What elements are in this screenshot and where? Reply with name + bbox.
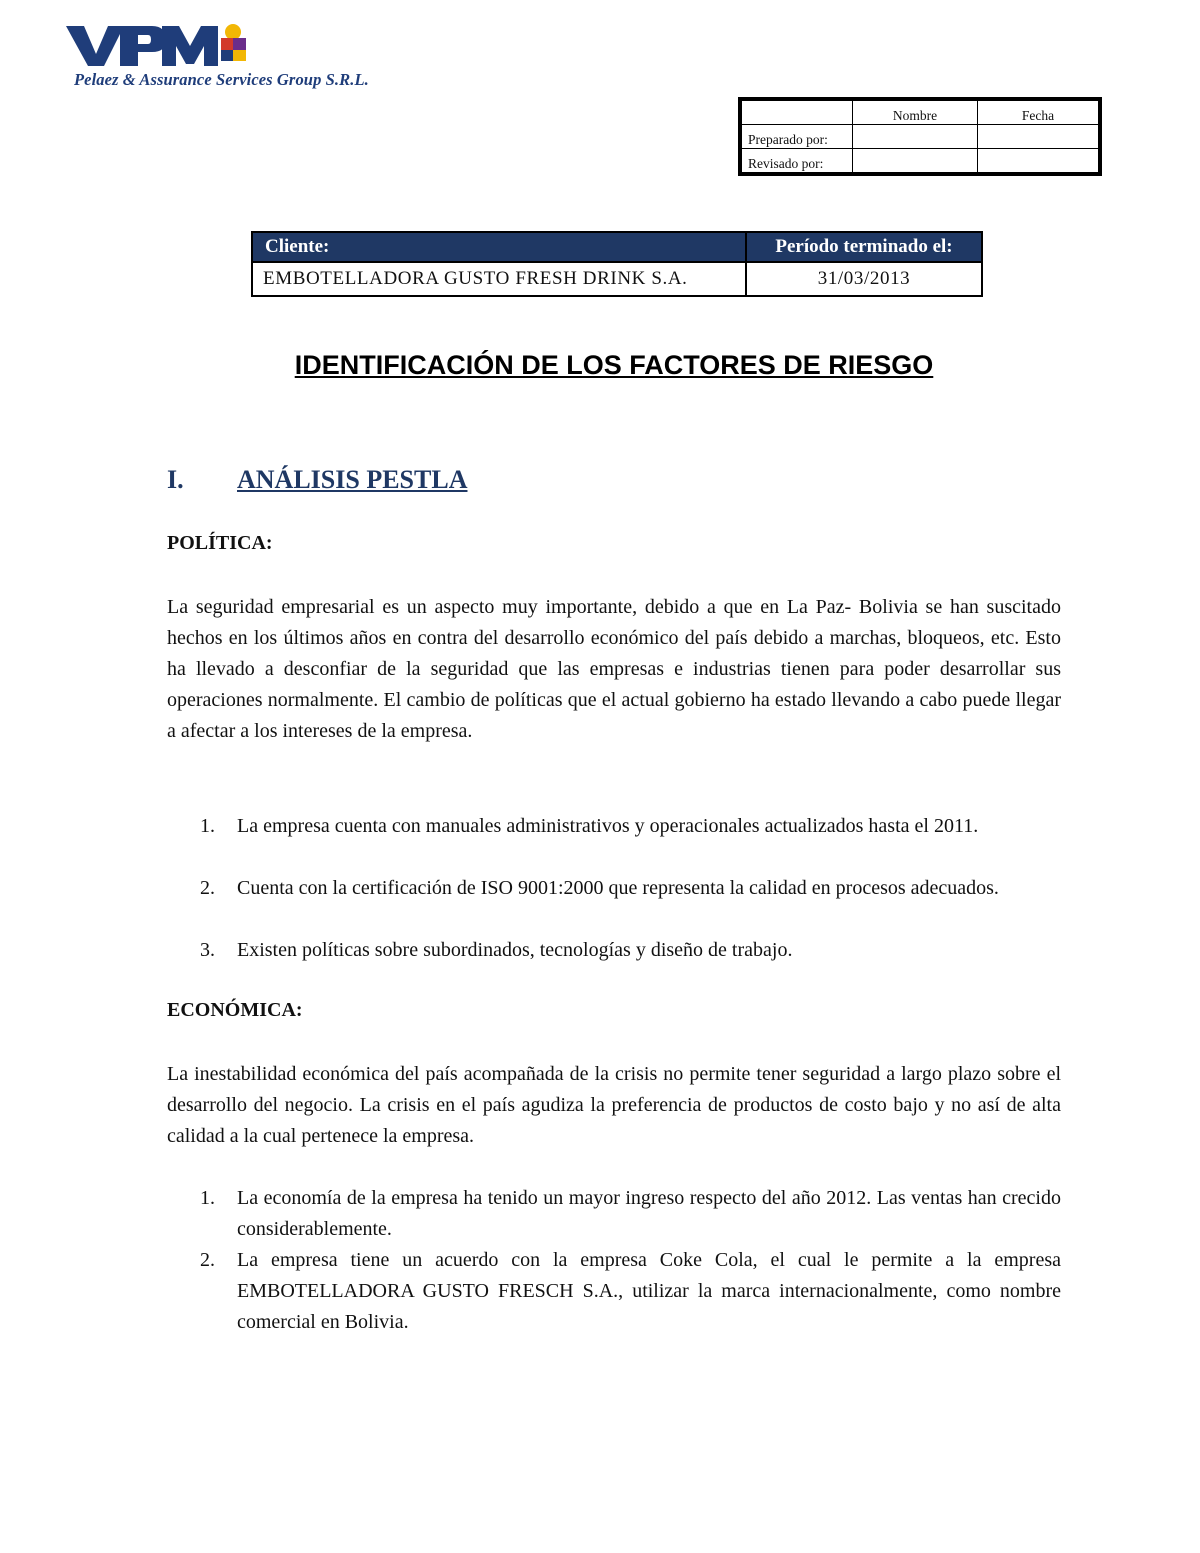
reviewed-by-date-cell	[978, 149, 1101, 175]
document-title: IDENTIFICACIÓN DE LOS FACTORES DE RIESGO	[294, 350, 934, 380]
politica-heading: POLÍTICA:	[167, 532, 273, 554]
list-item-text: La empresa tiene un acuerdo con la empresa Coke Cola, el cual le permite a la empresa EMBOTELLADORA GUSTO FRESCH S.A., utilizar la marca internacionalmente, como nombre comercial en Bolivia.	[237, 1249, 1061, 1333]
approval-head-date: Fecha	[978, 99, 1101, 125]
client-table	[251, 231, 983, 297]
period-label: Período terminado el:	[746, 232, 982, 262]
approval-header-row	[740, 99, 1100, 125]
list-item-text: Cuenta con la certificación de ISO 9001:2000 que representa la calidad en procesos adecuados.	[237, 877, 999, 899]
economica-list-item	[200, 1183, 1061, 1245]
politica-list-item	[200, 935, 1061, 966]
logo-subtitle: Pelaez & Assurance Services Group S.R.L.	[74, 70, 369, 89]
prepared-by-label: Preparado por:	[740, 125, 853, 149]
politica-list-item	[200, 873, 1061, 904]
economica-heading: ECONÓMICA:	[167, 999, 303, 1021]
list-item-number: 1.	[200, 1187, 215, 1209]
logo-mark	[66, 20, 256, 72]
list-item-number: 3.	[200, 939, 215, 961]
list-item-number: 1.	[200, 815, 215, 837]
approval-prepared-row	[740, 125, 1100, 149]
company-logo	[66, 20, 369, 96]
approval-reviewed-row	[740, 149, 1100, 175]
economica-list-item	[200, 1245, 1061, 1338]
list-item-text: La economía de la empresa ha tenido un mayor ingreso respecto del año 2012. Las ventas han crecido considerablemente.	[237, 1187, 1061, 1240]
list-item-number: 2.	[200, 877, 215, 899]
client-label: Cliente:	[252, 232, 746, 262]
politica-list-item	[200, 811, 1061, 842]
list-item-number: 2.	[200, 1249, 215, 1271]
approval-table	[738, 97, 1102, 176]
politica-paragraph: La seguridad empresarial es un aspecto muy importante, debido a que en La Paz- Bolivia se han suscitado hechos en los últimos años en contra del desarrollo económico del país debido a marchas, bloqueos, etc. Esto ha llevado a desconfiar de la seguridad que las empresas e industrias tienen para poder desarrollar sus operaciones normalmente. El cambio de políticas que el actual gobierno ha estado llevando a cabo puede llegar a afectar a los intereses de la empresa.	[167, 596, 1061, 742]
economica-paragraph: La inestabilidad económica del país acompañada de la crisis no permite tener seguridad a largo plazo sobre el desarrollo del negocio. La crisis en el país agudiza la preferencia de productos de costo bajo y no así de alta calidad a la cual pertenece la empresa.	[167, 1063, 1061, 1147]
client-header-row	[252, 232, 982, 262]
client-name: EMBOTELLADORA GUSTO FRESH DRINK S.A.	[252, 262, 746, 296]
prepared-by-date-cell	[978, 125, 1101, 149]
section-title: ANÁLISIS PESTLA	[237, 465, 468, 494]
prepared-by-name-cell	[853, 125, 978, 149]
list-item-text: Existen políticas sobre subordinados, tecnologías y diseño de trabajo.	[237, 939, 793, 961]
client-value-row	[252, 262, 982, 296]
reviewed-by-name-cell	[853, 149, 978, 175]
approval-corner-cell	[740, 99, 853, 125]
approval-head-name: Nombre	[853, 99, 978, 125]
period-value: 31/03/2013	[746, 262, 982, 296]
list-item-text: La empresa cuenta con manuales administrativos y operacionales actualizados hasta el 2011.	[237, 815, 979, 837]
reviewed-by-label: Revisado por:	[740, 149, 853, 175]
section-number: I.	[167, 465, 184, 494]
